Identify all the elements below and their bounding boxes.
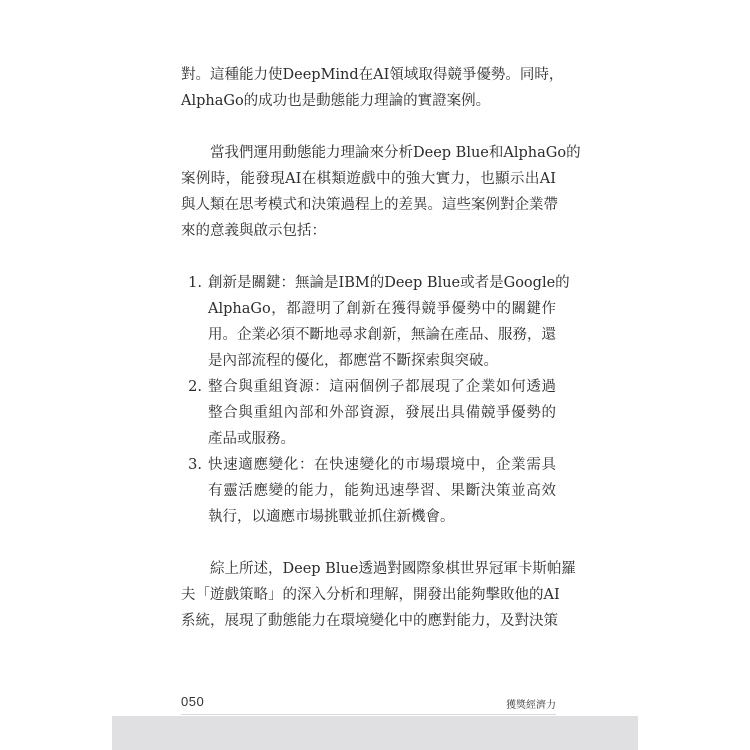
list-number: 2. [188,379,202,395]
numbered-list [181,270,570,530]
text-line: 綜上所述，Deep Blue透過對國際象棋世界冠軍卡斯帕羅 [181,561,576,577]
text-line: 整合與重組資源：這兩個例子都展現了企業如何透過 [208,379,556,395]
text-line: 對。這種能力使DeepMind在AI領域取得競爭優勢。同時， [181,67,564,83]
text-line: 是內部流程的優化，都應當不斷探索與突破。 [208,353,498,369]
text-line: 來的意義與啟示包括： [181,223,326,239]
text-line: 產品或服務。 [208,431,295,447]
text-line: 執行，以適應市場挑戰並抓住新機會。 [208,509,455,525]
text-line: AlphaGo，都證明了創新在獲得競爭優勢中的關鍵作 [208,301,556,317]
list-item-3 [181,452,556,530]
list-item-2 [181,374,556,452]
paragraph-2 [181,140,581,244]
page-footer [181,694,556,715]
list-number: 1. [188,275,202,291]
text-line: 有靈活應變的能力，能夠迅速學習、果斷決策並高效 [208,483,556,499]
list-item-1 [181,270,570,374]
text-line: 與人類在思考模式和決策過程上的差異。這些案例對企業帶 [181,197,558,213]
scan-edge-band [112,716,638,750]
text-line: 系統，展現了動態能力在環境變化中的應對能力，及對決策 [181,613,558,629]
text-line: AlphaGo的成功也是動態能力理論的實證案例。 [181,93,491,109]
text-line: 整合與重組內部和外部資源，發展出具備競爭優勢的 [208,405,556,421]
paragraph-3 [181,556,576,634]
text-line: 快速適應變化：在快速變化的市場環境中，企業需具 [208,457,556,473]
text-line: 案例時，能發現AI在棋類遊戲中的強大實力，也顯示出AI [181,171,556,187]
text-line: 夫「遊戲策略」的深入分析和理解，開發出能夠擊敗他的AI [181,587,560,603]
page-body [181,62,581,634]
page-number: 050 [181,694,205,709]
list-number: 3. [188,457,202,473]
text-line: 當我們運用動態能力理論來分析Deep Blue和AlphaGo的 [181,145,581,161]
paragraph-1 [181,62,564,114]
text-line: 創新是關鍵：無論是IBM的Deep Blue或者是Google的 [208,275,570,291]
text-line: 用。企業必須不斷地尋求創新，無論在產品、服務，還 [208,327,556,343]
running-title: 獲獎經濟力 [506,700,556,711]
